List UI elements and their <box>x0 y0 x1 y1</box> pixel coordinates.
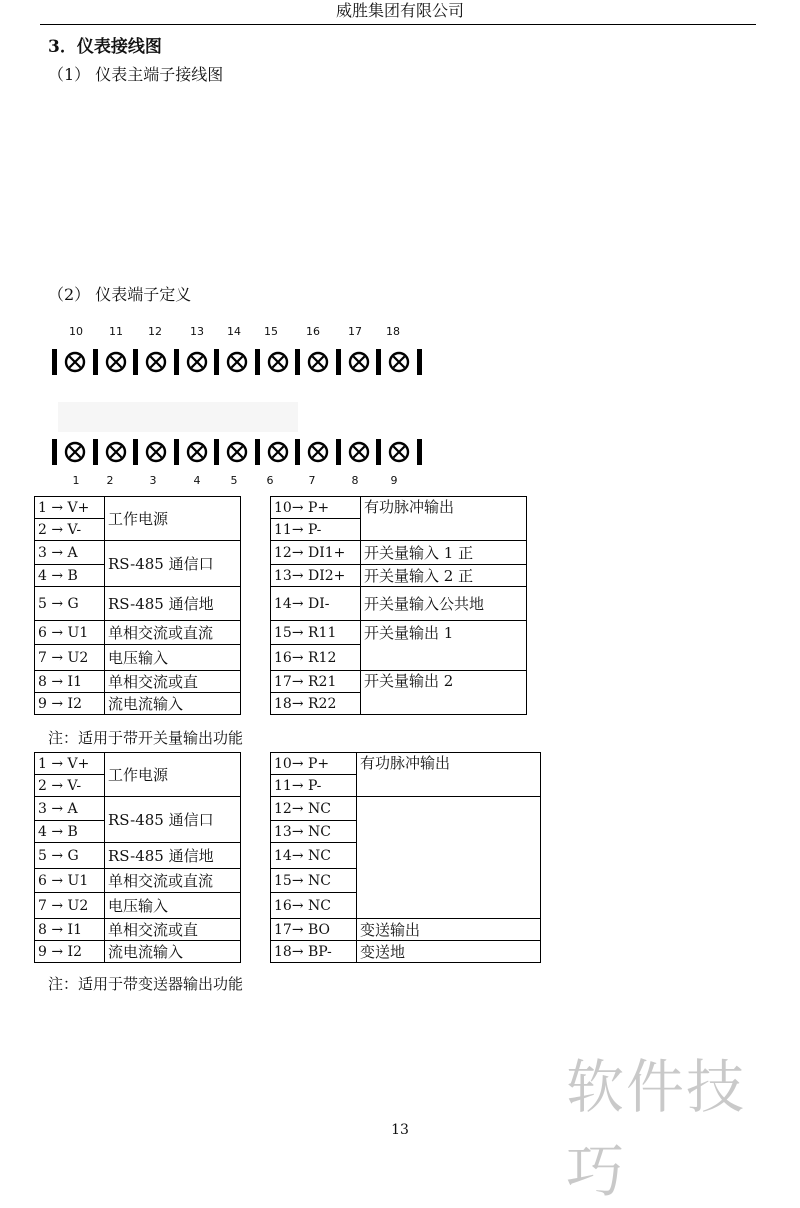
terminal-cell: 2 → V- <box>35 519 105 541</box>
desc-cell: 单相交流或直 <box>105 671 241 693</box>
terminal-number: 5 <box>230 474 238 487</box>
desc-cell: 电压输入 <box>105 645 241 671</box>
terminal-cell: 3 → A <box>35 797 105 821</box>
empty-cell <box>357 797 541 919</box>
table-gap <box>241 753 271 963</box>
terminal-separator-bar <box>336 439 341 465</box>
desc-cell: 变送地 <box>357 941 541 963</box>
terminal-cell: 11→ P- <box>271 775 357 797</box>
terminal-separator-bar <box>255 439 260 465</box>
terminal-number: 16 <box>306 325 320 338</box>
terminal-cell: 3 → A <box>35 541 105 565</box>
terminal-cell: 7 → U2 <box>35 893 105 919</box>
crossed-circle-terminal-icon <box>224 349 250 375</box>
faded-area <box>58 402 298 432</box>
terminal-number: 7 <box>308 474 316 487</box>
header-title: 威胜集团有限公司 <box>335 1 464 20</box>
terminal-separator-bar <box>214 349 219 375</box>
terminal-separator-bar <box>93 349 98 375</box>
crossed-circle-terminal-icon <box>346 439 372 465</box>
terminal-number: 6 <box>266 474 274 487</box>
desc-cell: 开关量输入 1 正 <box>361 541 527 565</box>
terminal-number: 3 <box>149 474 157 487</box>
terminal-number: 18 <box>386 325 400 338</box>
terminal-cell: 15→ R11 <box>271 621 361 645</box>
terminal-separator-bar <box>417 349 422 375</box>
crossed-circle-terminal-icon <box>143 349 169 375</box>
desc-cell: RS-485 通信地 <box>105 843 241 869</box>
terminal-cell: 10→ P+ <box>271 753 357 775</box>
terminal-cell: 13→ NC <box>271 821 357 843</box>
terminal-number: 2 <box>106 474 114 487</box>
desc-cell: RS-485 通信口 <box>105 797 241 843</box>
crossed-circle-terminal-icon <box>103 439 129 465</box>
terminal-cell: 16→ NC <box>271 893 357 919</box>
watermark: 软件技巧 <box>566 1053 747 1205</box>
terminal-cell: 18→ BP- <box>271 941 357 963</box>
desc-cell: 有功脉冲输出 <box>357 753 541 797</box>
terminal-cell: 14→ NC <box>271 843 357 869</box>
top-terminal-strip <box>52 348 422 376</box>
crossed-circle-terminal-icon <box>346 349 372 375</box>
terminal-separator-bar <box>133 439 138 465</box>
terminal-cell: 6 → U1 <box>35 869 105 893</box>
terminal-number: 1 <box>72 474 80 487</box>
terminal-separator-bar <box>52 349 57 375</box>
crossed-circle-terminal-icon <box>386 439 412 465</box>
terminal-cell: 17→ BO <box>271 919 357 941</box>
desc-cell: RS-485 通信口 <box>105 541 241 587</box>
terminal-cell: 5 → G <box>35 843 105 869</box>
terminal-number: 12 <box>148 325 162 338</box>
terminal-separator-bar <box>376 439 381 465</box>
terminal-cell: 9 → I2 <box>35 693 105 715</box>
terminal-number: 14 <box>227 325 241 338</box>
terminal-cell: 8 → I1 <box>35 671 105 693</box>
terminal-cell: 2 → V- <box>35 775 105 797</box>
terminal-separator-bar <box>174 349 179 375</box>
desc-cell: 有功脉冲输出 <box>361 497 527 541</box>
desc-cell: 开关量输出 2 <box>361 671 527 715</box>
terminal-number: 4 <box>193 474 201 487</box>
terminal-separator-bar <box>174 439 179 465</box>
terminal-cell: 16→ R12 <box>271 645 361 671</box>
terminal-cell: 8 → I1 <box>35 919 105 941</box>
terminal-cell: 14→ DI- <box>271 587 361 621</box>
terminal-cell: 18→ R22 <box>271 693 361 715</box>
terminal-definition-table-switch <box>34 496 527 715</box>
desc-cell: 单相交流或直 <box>105 919 241 941</box>
terminal-separator-bar <box>295 349 300 375</box>
terminal-cell: 4 → B <box>35 565 105 587</box>
desc-cell: 变送输出 <box>357 919 541 941</box>
crossed-circle-terminal-icon <box>103 349 129 375</box>
desc-cell: 开关量输入公共地 <box>361 587 527 621</box>
subheading-terminal-definition: （2） 仪表端子定义 <box>48 285 192 304</box>
bottom-terminal-strip <box>52 438 422 466</box>
table-gap <box>241 497 271 715</box>
desc-cell: 工作电源 <box>105 497 241 541</box>
terminal-cell: 13→ DI2+ <box>271 565 361 587</box>
desc-cell: 单相交流或直流 <box>105 621 241 645</box>
terminal-cell: 6 → U1 <box>35 621 105 645</box>
table-note-transmitter: 注：适用于带变送器输出功能 <box>48 975 244 993</box>
crossed-circle-terminal-icon <box>305 349 331 375</box>
desc-cell: 流电流输入 <box>105 693 241 715</box>
terminal-definition-table-transmitter <box>34 752 541 963</box>
crossed-circle-terminal-icon <box>184 349 210 375</box>
terminal-cell: 1 → V+ <box>35 753 105 775</box>
terminal-cell: 1 → V+ <box>35 497 105 519</box>
terminal-separator-bar <box>133 349 138 375</box>
page-number: 13 <box>391 1122 409 1138</box>
terminal-cell: 4 → B <box>35 821 105 843</box>
terminal-separator-bar <box>376 349 381 375</box>
terminal-separator-bar <box>336 349 341 375</box>
desc-cell: 开关量输入 2 正 <box>361 565 527 587</box>
terminal-cell: 17→ R21 <box>271 671 361 693</box>
table-note-switch: 注：适用于带开关量输出功能 <box>48 729 244 747</box>
terminal-cell: 9 → I2 <box>35 941 105 963</box>
terminal-cell: 12→ NC <box>271 797 357 821</box>
subheading-wiring-diagram: （1） 仪表主端子接线图 <box>48 65 224 84</box>
terminal-number: 8 <box>351 474 359 487</box>
crossed-circle-terminal-icon <box>386 349 412 375</box>
crossed-circle-terminal-icon <box>305 439 331 465</box>
terminal-separator-bar <box>52 439 57 465</box>
desc-cell: 单相交流或直流 <box>105 869 241 893</box>
terminal-number: 17 <box>348 325 362 338</box>
terminal-cell: 12→ DI1+ <box>271 541 361 565</box>
terminal-cell: 10→ P+ <box>271 497 361 519</box>
terminal-number: 11 <box>109 325 123 338</box>
header-rule <box>40 24 756 25</box>
crossed-circle-terminal-icon <box>62 439 88 465</box>
crossed-circle-terminal-icon <box>265 439 291 465</box>
crossed-circle-terminal-icon <box>62 349 88 375</box>
crossed-circle-terminal-icon <box>184 439 210 465</box>
terminal-cell: 15→ NC <box>271 869 357 893</box>
desc-cell: 工作电源 <box>105 753 241 797</box>
desc-cell: 开关量输出 1 <box>361 621 527 671</box>
desc-cell: 电压输入 <box>105 893 241 919</box>
terminal-separator-bar <box>417 439 422 465</box>
crossed-circle-terminal-icon <box>224 439 250 465</box>
terminal-number: 9 <box>390 474 398 487</box>
terminal-number: 13 <box>190 325 204 338</box>
terminal-cell: 11→ P- <box>271 519 361 541</box>
terminal-cell: 7 → U2 <box>35 645 105 671</box>
terminal-separator-bar <box>255 349 260 375</box>
terminal-separator-bar <box>295 439 300 465</box>
crossed-circle-terminal-icon <box>265 349 291 375</box>
desc-cell: RS-485 通信地 <box>105 587 241 621</box>
crossed-circle-terminal-icon <box>143 439 169 465</box>
terminal-separator-bar <box>93 439 98 465</box>
desc-cell: 流电流输入 <box>105 941 241 963</box>
terminal-cell: 5 → G <box>35 587 105 621</box>
terminal-number: 10 <box>69 325 83 338</box>
section-title: 3．仪表接线图 <box>48 37 162 57</box>
terminal-number: 15 <box>264 325 278 338</box>
terminal-separator-bar <box>214 439 219 465</box>
